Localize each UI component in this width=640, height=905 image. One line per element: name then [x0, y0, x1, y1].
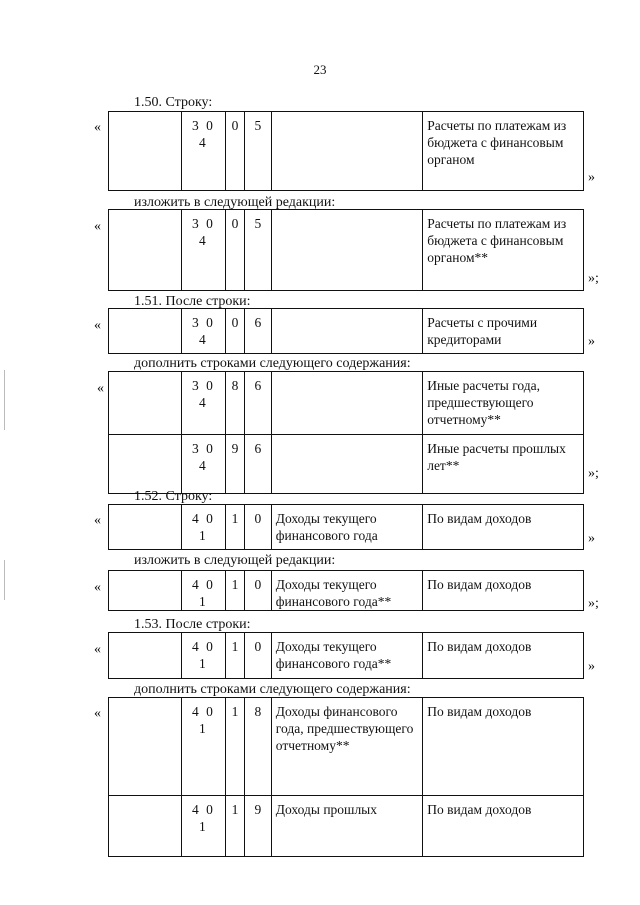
blank-cell: [109, 112, 182, 191]
account-name-cell: Иные расчеты года, предшествующего отчетному**: [423, 372, 584, 435]
blank-cell: [109, 435, 182, 494]
account-code-cell: 4 0 1: [181, 796, 226, 857]
amendment-table: [108, 209, 584, 291]
description-cell: [271, 210, 422, 291]
code-digit-cell: 1: [226, 633, 245, 679]
description-cell: Доходы текущего финансового года**: [271, 571, 422, 611]
opening-quote: «: [94, 318, 101, 333]
amendment-table: [108, 570, 584, 611]
table-row: [109, 112, 584, 191]
code-digit-cell: 6: [244, 435, 271, 494]
code-digit-cell: 0: [244, 571, 271, 611]
account-code-cell: 4 0 1: [181, 633, 226, 679]
opening-quote: «: [97, 381, 104, 396]
description-cell: Доходы текущего финансового года**: [271, 633, 422, 679]
amendment-table: [108, 697, 584, 857]
page-number: 23: [313, 62, 327, 77]
account-name-cell: По видам доходов: [423, 571, 584, 611]
account-code-cell: 3 0 4: [181, 372, 226, 435]
account-name-cell: По видам доходов: [423, 633, 584, 679]
account-name-cell: По видам доходов: [423, 796, 584, 857]
amendment-table: [108, 371, 584, 494]
code-digit-cell: 1: [226, 698, 245, 796]
table-row: [109, 698, 584, 796]
account-code-cell: 3 0 4: [181, 435, 226, 494]
code-digit-cell: 6: [244, 309, 271, 354]
code-digit-cell: 0: [226, 309, 245, 354]
opening-quote: «: [94, 120, 101, 135]
section-heading: 1.52. Строку:: [134, 489, 213, 504]
closing-quote: »: [588, 170, 595, 185]
account-name-cell: Расчеты по платежам из бюджета с финансовым органом: [423, 112, 584, 191]
section-heading: дополнить строками следующего содержания:: [134, 356, 411, 371]
section-heading: 1.53. После строки:: [134, 617, 251, 632]
description-cell: Доходы текущего финансового года: [271, 505, 422, 550]
table-row: [109, 435, 584, 494]
blank-cell: [109, 698, 182, 796]
table-row: [109, 505, 584, 550]
blank-cell: [109, 210, 182, 291]
code-digit-cell: 1: [226, 505, 245, 550]
amendment-table: [108, 308, 584, 354]
blank-cell: [109, 505, 182, 550]
code-digit-cell: 8: [244, 698, 271, 796]
account-name-cell: Расчеты с прочими кредиторами: [423, 309, 584, 354]
code-digit-cell: 6: [244, 372, 271, 435]
code-digit-cell: 5: [244, 112, 271, 191]
closing-quote: »: [588, 334, 595, 349]
code-digit-cell: 0: [226, 112, 245, 191]
section-heading: 1.51. После строки:: [134, 294, 251, 309]
blank-cell: [109, 372, 182, 435]
table-row: [109, 796, 584, 857]
amendment-table: [108, 504, 584, 550]
blank-cell: [109, 309, 182, 354]
account-code-cell: 4 0 1: [181, 505, 226, 550]
code-digit-cell: 1: [226, 571, 245, 611]
opening-quote: «: [94, 580, 101, 595]
account-name-cell: Расчеты по платежам из бюджета с финансовым органом**: [423, 210, 584, 291]
blank-cell: [109, 571, 182, 611]
closing-quote: »: [588, 531, 595, 546]
section-heading: изложить в следующей редакции:: [134, 553, 336, 568]
table-row: [109, 372, 584, 435]
description-cell: Доходы финансового года, предшествующего отчетному**: [271, 698, 422, 796]
table-row: [109, 309, 584, 354]
code-digit-cell: 8: [226, 372, 245, 435]
account-code-cell: 4 0 1: [181, 698, 226, 796]
amendment-table: [108, 632, 584, 679]
opening-quote: «: [94, 219, 101, 234]
table-row: [109, 571, 584, 611]
closing-quote: »;: [588, 466, 599, 481]
blank-cell: [109, 633, 182, 679]
code-digit-cell: 9: [226, 435, 245, 494]
description-cell: [271, 112, 422, 191]
description-cell: [271, 309, 422, 354]
description-cell: [271, 372, 422, 435]
table-row: [109, 210, 584, 291]
section-heading: 1.50. Строку:: [134, 95, 213, 110]
opening-quote: «: [94, 513, 101, 528]
opening-quote: «: [94, 642, 101, 657]
code-digit-cell: 0: [244, 505, 271, 550]
closing-quote: »;: [588, 596, 599, 611]
scan-edge-mark: [4, 560, 5, 600]
account-code-cell: 4 0 1: [181, 571, 226, 611]
closing-quote: »: [588, 659, 595, 674]
section-heading: дополнить строками следующего содержания:: [134, 682, 411, 697]
opening-quote: «: [94, 706, 101, 721]
blank-cell: [109, 796, 182, 857]
account-code-cell: 3 0 4: [181, 112, 226, 191]
description-cell: [271, 435, 422, 494]
code-digit-cell: 5: [244, 210, 271, 291]
account-name-cell: По видам доходов: [423, 698, 584, 796]
account-name-cell: Иные расчеты прошлых лет**: [423, 435, 584, 494]
account-code-cell: 3 0 4: [181, 210, 226, 291]
table-row: [109, 633, 584, 679]
amendment-table: [108, 111, 584, 191]
description-cell: Доходы прошлых: [271, 796, 422, 857]
code-digit-cell: 1: [226, 796, 245, 857]
code-digit-cell: 0: [226, 210, 245, 291]
account-name-cell: По видам доходов: [423, 505, 584, 550]
closing-quote: »;: [588, 271, 599, 286]
account-code-cell: 3 0 4: [181, 309, 226, 354]
section-heading: изложить в следующей редакции:: [134, 195, 336, 210]
code-digit-cell: 0: [244, 633, 271, 679]
scan-edge-mark: [4, 370, 5, 430]
code-digit-cell: 9: [244, 796, 271, 857]
